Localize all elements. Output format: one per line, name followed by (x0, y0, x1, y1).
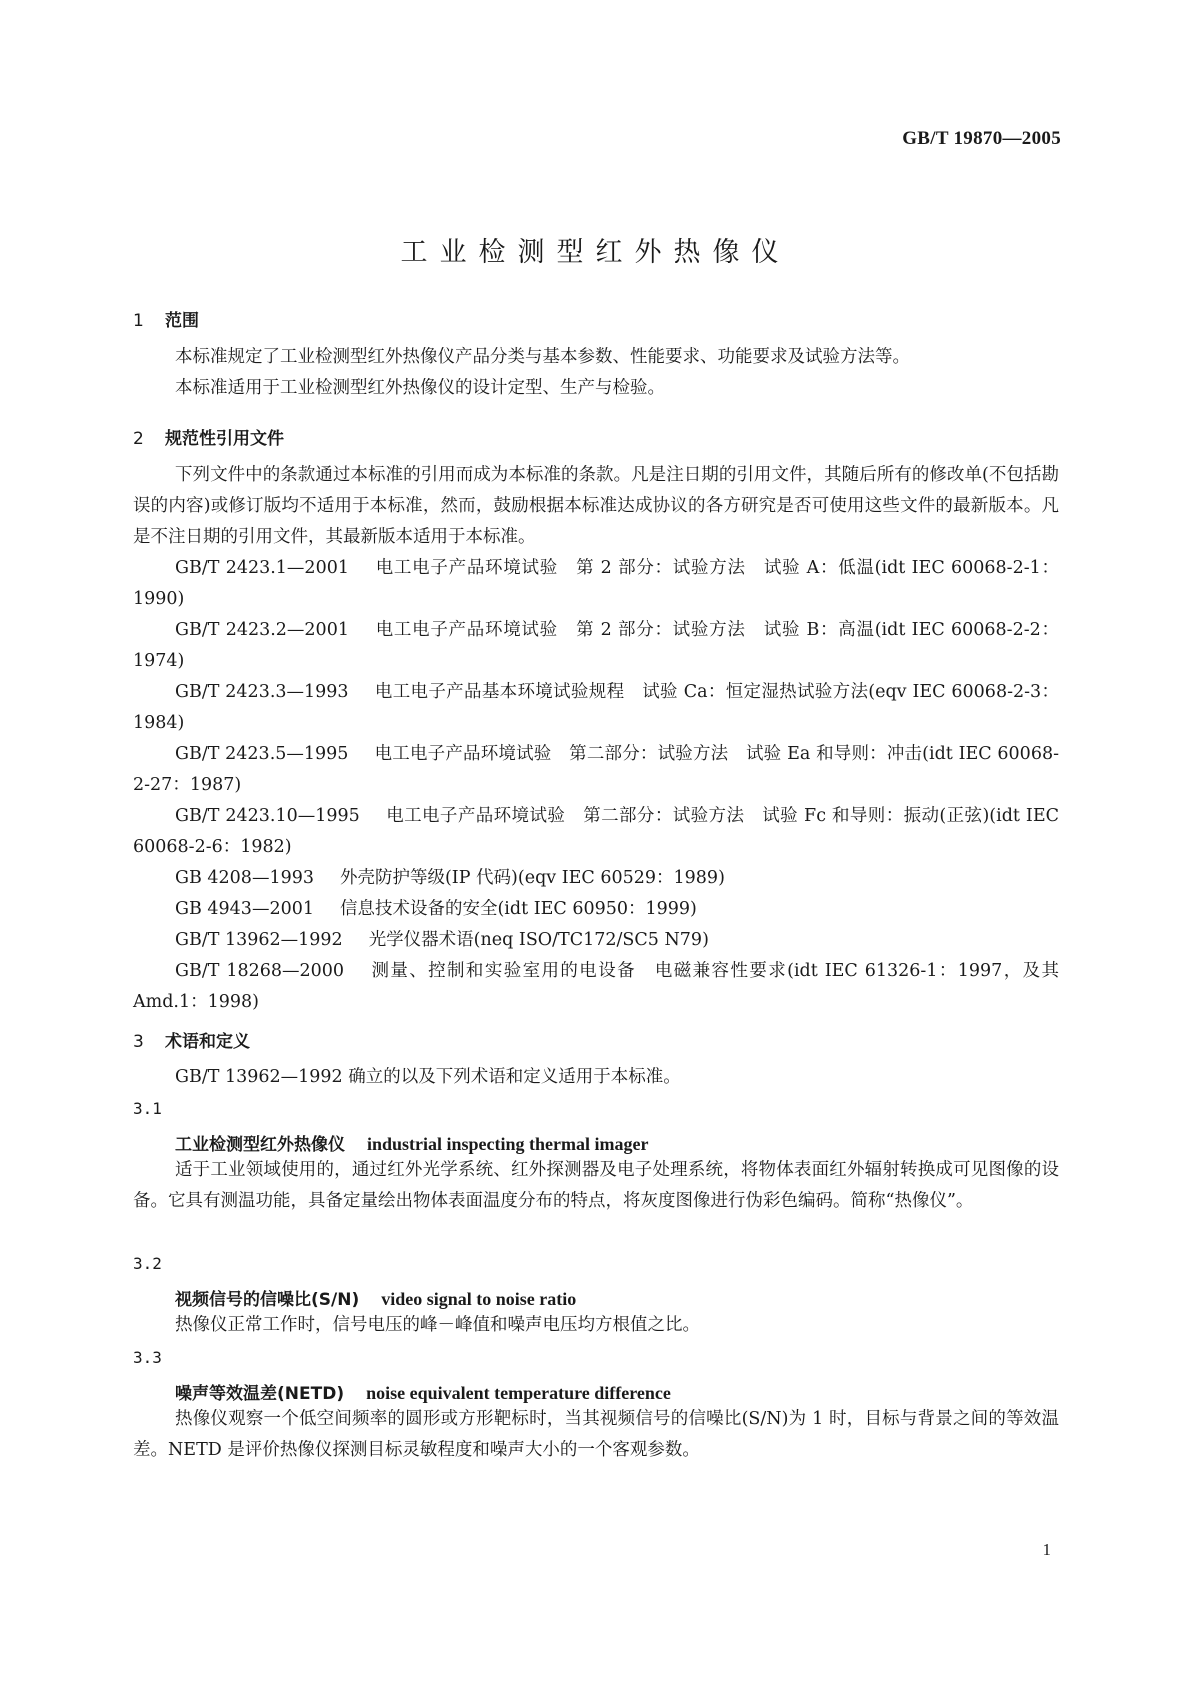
term-number: 3.1 (133, 1099, 162, 1118)
reference-item (133, 801, 1059, 863)
paragraph: 本标准适用于工业检测型红外热像仪的设计定型、生产与检验。 (175, 378, 665, 398)
reference-title: 电工电子产品环境试验 第 2 部分：试验方法 试验 A：低温(idt IEC 60068-2-1：1990) (133, 558, 1059, 609)
section-number: 1 (133, 311, 144, 331)
reference-code: GB/T 2423.2—2001 (175, 620, 349, 640)
term-definition: 热像仪正常工作时，信号电压的峰－峰值和噪声电压均方根值之比。 (175, 1315, 700, 1335)
paragraph: 下列文件中的条款通过本标准的引用而成为本标准的条款。凡是注日期的引用文件，其随后所有的修改单(不包括勘误的内容)或修订版均不适用于本标准，然而，鼓励根据本标准达成协议的各方研究是否可使用这些文件的最新版本。凡是不注日期的引用文件，其最新版本适用于本标准。 (133, 465, 1059, 547)
section-heading-3 (133, 1027, 250, 1052)
section-heading-2 (133, 424, 284, 449)
reference-title: 光学仪器术语(neq ISO/TC172/SC5 N79) (368, 930, 709, 950)
reference-code: GB/T 2423.5—1995 (175, 744, 349, 764)
term-heading (175, 1130, 649, 1155)
term-heading (175, 1285, 576, 1310)
reference-item (133, 615, 1059, 677)
reference-title: 电工电子产品环境试验 第 2 部分：试验方法 试验 B：高温(idt IEC 60068-2-2：1974) (133, 620, 1059, 671)
term-definition: 热像仪观察一个低空间频率的圆形或方形靶标时，当其视频信号的信噪比(S/N)为 1 时，目标与背景之间的等效温差。NETD 是评价热像仪探测目标灵敏程度和噪声大小的一个客观参数。 (133, 1409, 1059, 1460)
reference-code: GB 4208—1993 (175, 868, 314, 888)
reference-title: 电工电子产品环境试验 第二部分：试验方法 试验 Ea 和导则：冲击(idt IEC 60068-2-27：1987) (133, 744, 1059, 795)
reference-item (133, 739, 1059, 801)
reference-code: GB 4943—2001 (175, 899, 314, 919)
reference-item (133, 925, 1059, 956)
term-zh: 噪声等效温差(NETD) (175, 1384, 345, 1404)
term-en: industrial inspecting thermal imager (367, 1134, 649, 1154)
standard-code: GB/T 19870—2005 (902, 128, 1061, 149)
section-title: 规范性引用文件 (165, 429, 284, 449)
reference-item (133, 956, 1059, 1018)
reference-title: 测量、控制和实验室用的电设备 电磁兼容性要求(idt IEC 61326-1：1997，及其 Amd.1：1998) (133, 961, 1059, 1012)
term-zh: 视频信号的信噪比(S/N) (175, 1290, 360, 1310)
term-zh: 工业检测型红外热像仪 (175, 1135, 345, 1155)
reference-code: GB/T 2423.1—2001 (175, 558, 349, 578)
reference-code: GB/T 2423.3—1993 (175, 682, 349, 702)
paragraph: 本标准规定了工业检测型红外热像仪产品分类与基本参数、性能要求、功能要求及试验方法等。 (175, 347, 910, 367)
reference-title: 电工电子产品基本环境试验规程 试验 Ca：恒定湿热试验方法(eqv IEC 60068-2-3：1984) (133, 682, 1059, 733)
term-en: video signal to noise ratio (381, 1289, 577, 1309)
page-number: 1 (1042, 1540, 1051, 1559)
reference-title: 电工电子产品环境试验 第二部分：试验方法 试验 Fc 和导则：振动(正弦)(idt IEC 60068-2-6：1982) (133, 806, 1060, 857)
section-heading-1 (133, 306, 199, 331)
reference-title: 信息技术设备的安全(idt IEC 60950：1999) (339, 899, 697, 919)
reference-code: GB/T 2423.10—1995 (175, 806, 360, 826)
term-number: 3.2 (133, 1254, 162, 1273)
term-en: noise equivalent temperature difference (366, 1383, 671, 1403)
term-definition: 适于工业领域使用的，通过红外光学系统、红外探测器及电子处理系统，将物体表面红外辐射转换成可见图像的设备。它具有测温功能，具备定量绘出物体表面温度分布的特点，将灰度图像进行伪彩色编码。简称“热像仪”。 (133, 1160, 1059, 1211)
paragraph: GB/T 13962—1992 确立的以及下列术语和定义适用于本标准。 (175, 1067, 681, 1087)
reference-item (133, 677, 1059, 739)
reference-title: 外壳防护等级(IP 代码)(eqv IEC 60529：1989) (339, 868, 725, 888)
reference-item (133, 553, 1059, 615)
reference-code: GB/T 13962—1992 (175, 930, 343, 950)
reference-code: GB/T 18268—2000 (175, 961, 345, 981)
section-title: 范围 (165, 311, 199, 331)
reference-item (133, 863, 1059, 894)
document-title: 工业检测型红外热像仪 (400, 237, 791, 268)
term-heading (175, 1379, 671, 1404)
section-number: 2 (133, 429, 144, 449)
section-title: 术语和定义 (165, 1032, 250, 1052)
section-number: 3 (133, 1032, 144, 1052)
reference-item (133, 894, 1059, 925)
term-number: 3.3 (133, 1348, 162, 1367)
